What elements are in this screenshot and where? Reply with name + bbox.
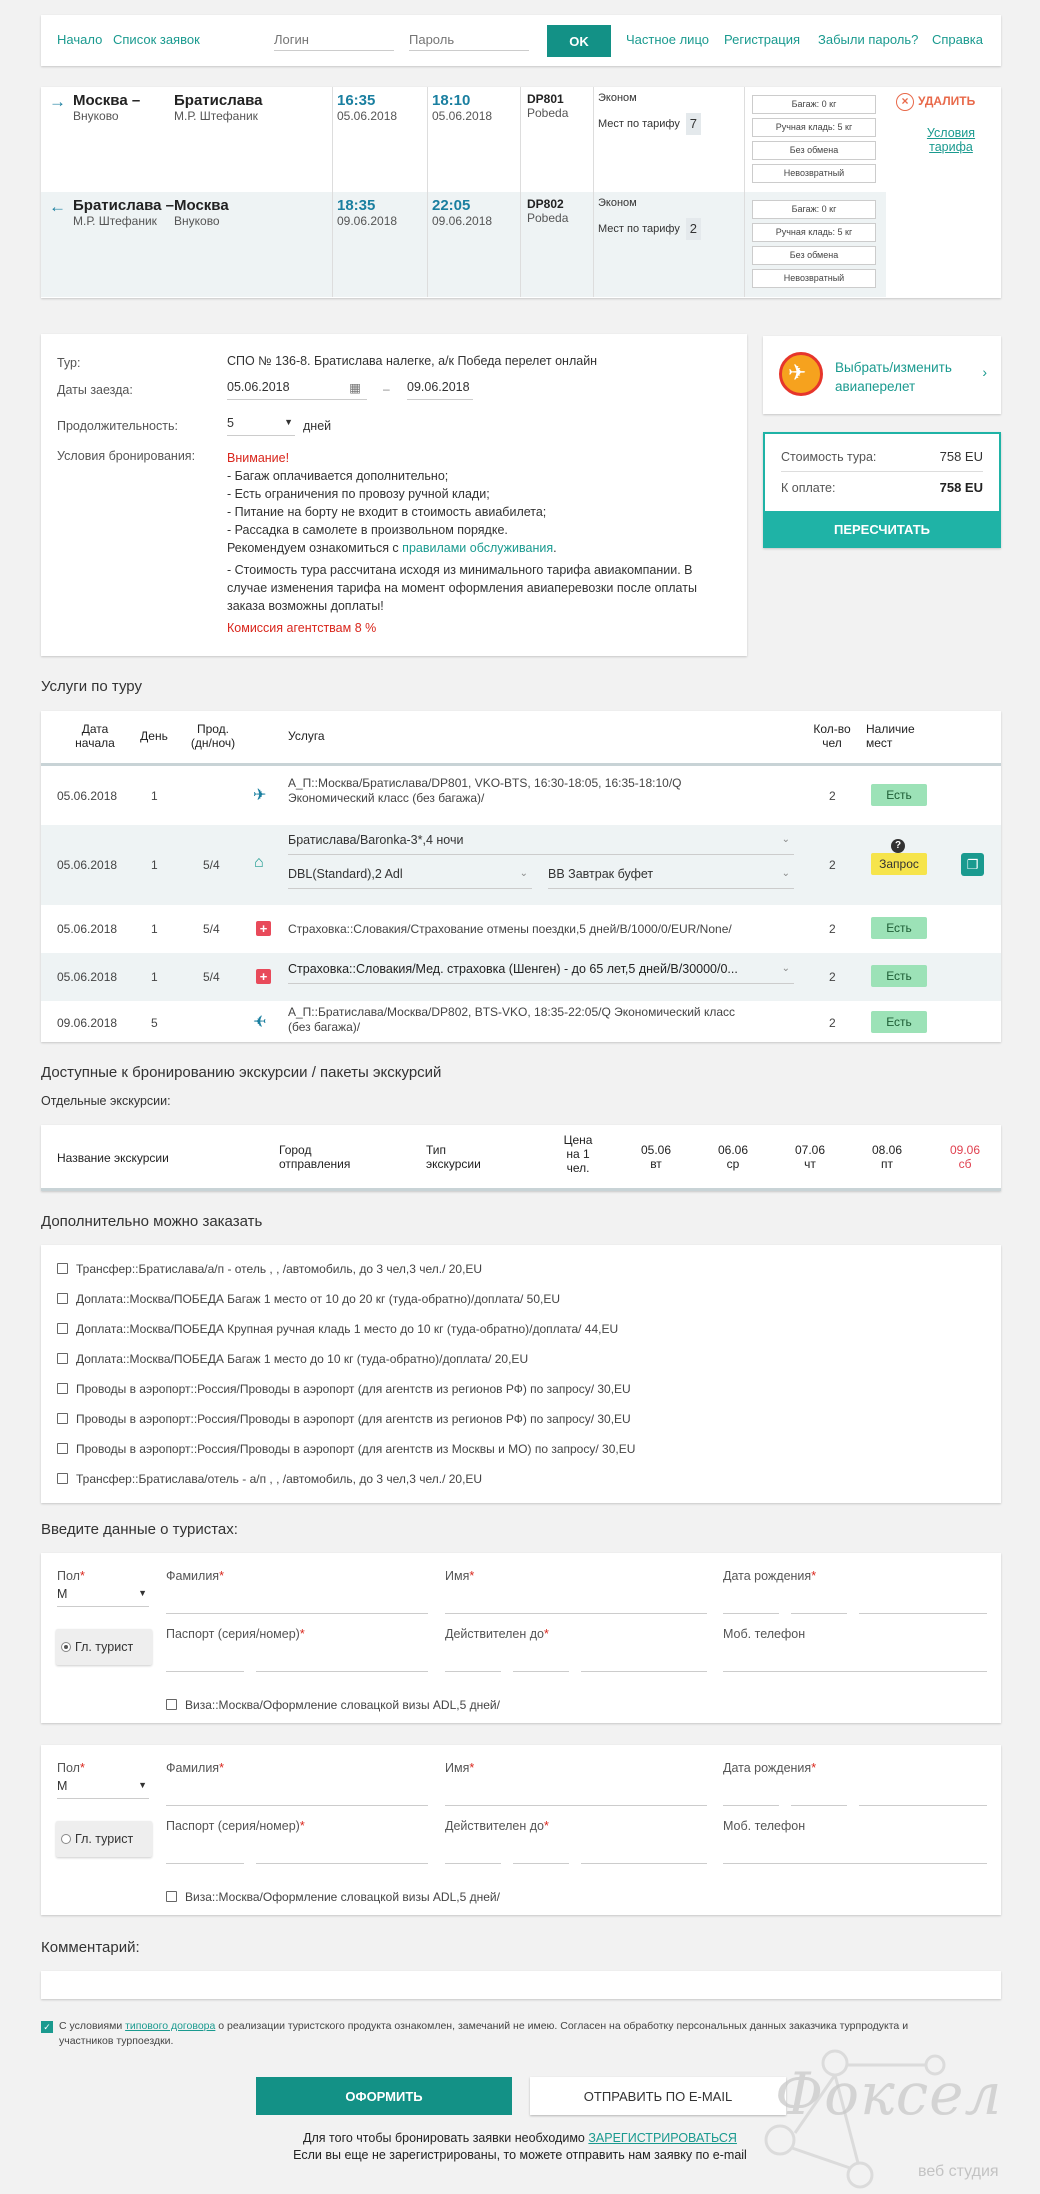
duration-unit: дней [303, 419, 332, 433]
tour-info-panel: Тур: СПО № 136-8. Братислава налегке, а/к Победа перелет онлайн Даты заезда: 05.06.2018 ▦ – 09.06.2018 Продолжительность: 5 ▼ дней Условия бронирования: Внимание! - Багаж оплачивается дополнительно; - Есть ограничения по провозу ручной клади; - Питание на борту не входит в стоимость авиабилета; - Рассадка в самолете в произвольном порядке. Рекомендуем ознакомиться с правилами обслуживания. - Стоимость тура рассчитана исходя из минимального тарифа авиакомпании. В случае изменения тарифа на момент оформления авиаперевозки после оплаты заказа возможны доплаты! Комиссия агентствам 8 % [41, 334, 747, 656]
comment-title: Комментарий: [41, 1939, 140, 1956]
to-city: Москва [174, 197, 229, 214]
register-note: Для того чтобы бронировать заявки необходимо ЗАРЕГИСТРИРОВАТЬСЯ [303, 2131, 737, 2145]
valid-year-input[interactable] [581, 1863, 707, 1864]
fare-class: Эконом [598, 197, 637, 209]
passport-series-input[interactable] [166, 1863, 244, 1864]
contract-link[interactable]: типового договора [125, 2020, 216, 2032]
name-input[interactable] [445, 1805, 707, 1806]
checkbox [57, 1353, 68, 1364]
checkbox [57, 1323, 68, 1334]
excursion-day-col-weekend: 09.06 сб [949, 1143, 981, 1171]
caret-down-icon: ▼ [138, 1588, 147, 1598]
availability-badge: Есть [871, 1011, 927, 1033]
table-row: 05.06.2018 1 ✈ А_П::Москва/Братислава/DP801, VKO-BTS, 16:30-18:05, 16:35-18:10/Q Экономический класс (без багажа)/ 2 Есть [41, 766, 1001, 825]
seats-label: Мест по тарифу [598, 117, 680, 130]
comment-textarea[interactable] [41, 1971, 1001, 1999]
change-flight-button[interactable] [763, 336, 1001, 414]
visa-checkbox[interactable]: Виза::Москва/Оформление словацкой визы ADL,5 дней/ [166, 1698, 500, 1712]
password-input[interactable] [409, 29, 529, 51]
tour-cost-value: 758 EU [939, 449, 983, 464]
tag-baggage: Багаж: 0 кг [752, 95, 876, 114]
login-ok-button[interactable]: OK [547, 25, 611, 57]
service-rules-link[interactable]: правилами обслуживания [402, 541, 554, 555]
checkbox [57, 1443, 68, 1454]
surname-input[interactable] [166, 1613, 428, 1614]
tag-non-refundable: Невозвратный [752, 269, 876, 288]
additional-option[interactable]: Проводы в аэропорт::Россия/Проводы в аэропорт (для агентств из регионов РФ) по запросу/ 30,EU [57, 1382, 631, 1396]
tourist-card-2: Пол* M ▼ Фамилия* Имя* Дата рождения* Гл. турист Паспорт (серия/номер)* Действителен до* Моб. телефон Виза::Москва/Оформление словацкой визы ADL,5 дней/ [41, 1745, 1001, 1915]
change-flight-line2: авиаперелет [835, 379, 916, 394]
arrival-time: 18:10 [432, 92, 471, 109]
private-person-link[interactable]: Частное лицо [626, 32, 709, 47]
birth-month-input[interactable] [791, 1805, 847, 1806]
airline-name: Pobeda [527, 211, 569, 225]
visa-checkbox[interactable]: Виза::Москва/Оформление словацкой визы ADL,5 дней/ [166, 1890, 500, 1904]
birth-year-input[interactable] [859, 1805, 987, 1806]
tour-label: Тур: [57, 356, 81, 370]
radio-icon [61, 1834, 71, 1844]
passport-number-input[interactable] [256, 1863, 428, 1864]
departure-date: 09.06.2018 [337, 214, 398, 228]
register-link[interactable]: Регистрация [724, 32, 800, 47]
seats-count: 7 [686, 113, 701, 135]
fare-class: Эконом [598, 92, 637, 104]
from-airport: М.Р. Штефаник [73, 214, 157, 228]
insurance-icon: + [256, 969, 271, 984]
calendar-icon[interactable]: ▦ [349, 381, 361, 395]
tag-baggage: Багаж: 0 кг [752, 200, 876, 219]
main-tourist-radio[interactable]: Гл. турист [56, 1629, 152, 1665]
checkbox [166, 1891, 177, 1902]
excursion-day-col: 08.06 пт [871, 1143, 903, 1171]
airplane-icon: ✈ [253, 1014, 267, 1031]
tag-hand-luggage: Ручная кладь: 5 кг [752, 118, 876, 137]
table-row: 09.06.2018 5 ✈ А_П::Братислава/Москва/DP802, BTS-VKO, 18:35-22:05/Q Экономический класс (без багажа)/ 2 Есть [41, 1001, 1001, 1042]
tour-name-link[interactable]: СПО № 136-8. Братислава налегке, а/к Победа перелет онлайн [227, 354, 598, 368]
insurance-select[interactable]: Страховка::Словакия/Мед. страховка (Шенген) - до 65 лет,5 дней/В/30000/0... ⌄ [288, 962, 794, 984]
availability-badge: Есть [871, 965, 927, 987]
checkbox [57, 1293, 68, 1304]
arrow-left-icon: ← [49, 197, 66, 216]
valid-month-input[interactable] [513, 1671, 569, 1672]
tourists-title: Введите данные о туристах: [41, 1521, 238, 1538]
close-icon: × [896, 93, 914, 111]
dates-label: Даты заезда: [57, 383, 133, 397]
chevron-down-icon: ⌄ [519, 868, 528, 879]
table-row: 05.06.2018 1 5/4 ⌂ Братислава/Baronka-3*,4 ночи ⌄ DBL(Standard),2 Adl ⌄ BB Завтрак буфет ⌄ 2 ? Запрос ❐ [41, 825, 1001, 905]
departure-time: 16:35 [337, 92, 376, 109]
from-airport: Внуково [73, 109, 119, 123]
airline-name: Pobeda [527, 106, 569, 120]
tag-hand-luggage: Ручная кладь: 5 кг [752, 223, 876, 242]
additional-title: Дополнительно можно заказать [41, 1213, 263, 1230]
duration-label: Продолжительность: [57, 419, 178, 433]
additional-option[interactable]: Проводы в аэропорт::Россия/Проводы в аэропорт (для агентств из регионов РФ) по запросу/ 30,EU [57, 1412, 631, 1426]
main-tourist-radio[interactable]: Гл. турист [56, 1821, 152, 1857]
hotel-select[interactable]: Братислава/Baronka-3*,4 ночи ⌄ [288, 833, 794, 855]
flights-panel [41, 87, 1001, 298]
help-link[interactable]: Справка [932, 32, 983, 47]
excursions-table: Название экскурсии Город отправления Тип экскурсии Цена на 1 чел. 05.06 вт 06.06 ср 07.06 чт 08.06 пт 09.06 сб [41, 1125, 1001, 1191]
login-input[interactable] [274, 29, 394, 51]
tag-non-refundable: Невозвратный [752, 164, 876, 183]
passport-series-input[interactable] [166, 1671, 244, 1672]
chevron-down-icon: ⌄ [781, 963, 790, 974]
availability-badge: Запрос [871, 853, 927, 875]
excursion-day-col: 05.06 вт [640, 1143, 672, 1171]
room-select[interactable]: DBL(Standard),2 Adl ⌄ [288, 867, 532, 889]
to-pay-label: К оплате: [781, 481, 836, 495]
phone-input[interactable] [723, 1671, 987, 1672]
phone-input[interactable] [723, 1863, 987, 1864]
additional-option[interactable]: Трансфер::Братислава/а/п - отель , , /автомобиль, до 3 чел,3 чел./ 20,EU [57, 1262, 482, 1276]
name-input[interactable] [445, 1613, 707, 1614]
forgot-password-link[interactable]: Забыли пароль? [818, 32, 919, 47]
checkbox [57, 1473, 68, 1484]
delete-flight-button[interactable]: × УДАЛИТЬ [896, 93, 975, 111]
top-bar [41, 15, 1001, 66]
agreement-checkbox[interactable]: ✓ [41, 2021, 53, 2033]
birth-day-input[interactable] [723, 1805, 779, 1806]
duration-select[interactable]: 5 ▼ [227, 416, 295, 436]
sex-select[interactable]: M ▼ [57, 1779, 149, 1799]
seats-label: Мест по тарифу [598, 222, 680, 235]
services-table: Дата начала День Прод. (дн/ноч) Услуга Кол-во чел Наличие мест 05.06.2018 1 ✈ А_П::Москва/Братислава/DP801, VKO-BTS, 16:30-18:05, 16:35-18:10/Q Экономический класс (без багажа)/ 2 Есть 05.06.2018 1 5/4 ⌂ Братислава/Baronka-3*,4 ночи ⌄ DBL(Standard),2 Adl ⌄ BB Завтрак буфет ⌄ 2 ? Запрос ❐ 05.06.2018 1 5/4 + Страховка::Словакия/Страхование отмены поездки,5 дней/В/1000/0/EUR/None/ 2 Есть 05.06.2018 1 5/4 + Страховка::Словакия/Мед. страховка (Шенген) - до 65 лет,5 дней/В/30000/0... ⌄ 2 Есть 09.06.2018 5 ✈ А_П::Братислава/Москва/DP802, BTS-VKO, 18:35-22:05/Q Экономический класс (без багажа)/ 2 Есть [41, 711, 1001, 1042]
to-airport: Внуково [174, 214, 220, 228]
to-pay-value: 758 EU [939, 480, 983, 495]
fare-terms-link[interactable]: Условия тарифа [926, 126, 976, 154]
checkbox [57, 1263, 68, 1274]
chevron-down-icon: ⌄ [781, 834, 790, 845]
price-panel [763, 432, 1001, 548]
date-to-input[interactable]: 09.06.2018 [407, 380, 473, 400]
valid-year-input[interactable] [581, 1671, 707, 1672]
checkbox [57, 1413, 68, 1424]
tag-no-exchange: Без обмена [752, 141, 876, 160]
excursions-subtitle: Отдельные экскурсии: [41, 1094, 171, 1108]
arrival-time: 22:05 [432, 197, 471, 214]
chevron-down-icon: ⌄ [781, 868, 790, 879]
passport-number-input[interactable] [256, 1671, 428, 1672]
birth-day-input[interactable] [723, 1613, 779, 1614]
caret-down-icon: ▼ [138, 1780, 147, 1790]
submit-button[interactable]: ОФОРМИТЬ [256, 2077, 512, 2115]
checkbox [57, 1383, 68, 1394]
conditions-block: Внимание! - Багаж оплачивается дополнительно; - Есть ограничения по провозу ручной клади; - Питание на борту не входит в стоимость авиабилета; - Рассадка в самолете в произвольном порядке. Рекомендуем ознакомиться с правилами обслуживания. - Стоимость тура рассчитана исходя из минимального тарифа авиакомпании. В случае изменения тарифа на момент оформления авиаперевозки после оплаты заказа возможны доплаты! Комиссия агентствам 8 % [227, 449, 737, 637]
date-from-input[interactable]: 05.06.2018 ▦ [227, 380, 367, 400]
valid-day-input[interactable] [445, 1671, 501, 1672]
departure-time: 18:35 [337, 197, 376, 214]
additional-option[interactable]: Доплата::Москва/ПОБЕДА Крупная ручная кладь 1 место до 10 кг (туда-обратно)/доплата/ 44,EU [57, 1322, 618, 1336]
arrow-right-icon: → [49, 92, 66, 111]
arrival-date: 05.06.2018 [432, 109, 493, 123]
flight-row-outbound [41, 87, 886, 192]
birth-year-input[interactable] [859, 1613, 987, 1614]
to-city: Братислава [174, 92, 263, 109]
flight-number: DP801 [527, 92, 564, 106]
availability-badge: Есть [871, 784, 927, 806]
sex-select[interactable]: M ▼ [57, 1587, 149, 1607]
flight-number: DP802 [527, 197, 564, 211]
nav-home-link[interactable]: Начало [57, 32, 103, 47]
tour-cost-label: Стоимость тура: [781, 450, 877, 464]
register-now-link[interactable]: ЗАРЕГИСТРИРОВАТЬСЯ [588, 2131, 737, 2145]
additional-option[interactable]: Доплата::Москва/ПОБЕДА Багаж 1 место от 10 до 20 кг (туда-обратно)/доплата/ 50,EU [57, 1292, 560, 1306]
conditions-label: Условия бронирования: [57, 449, 196, 463]
watermark-brand: Фоксел [775, 2060, 1003, 2128]
excursion-day-col: 07.06 чт [794, 1143, 826, 1171]
table-row: 05.06.2018 1 5/4 + Страховка::Словакия/Страхование отмены поездки,5 дней/В/1000/0/EUR/None/ 2 Есть [41, 905, 1001, 953]
availability-badge: Есть [871, 917, 927, 939]
from-city: Братислава – [73, 197, 174, 214]
question-icon[interactable]: ? [891, 839, 905, 853]
commission-text: Комиссия агентствам 8 % [227, 621, 377, 635]
services-title: Услуги по туру [41, 678, 142, 695]
hotel-icon: ⌂ [254, 854, 264, 871]
flight-row-return [41, 192, 886, 297]
watermark-tagline: веб студия [918, 2163, 999, 2180]
surname-input[interactable] [166, 1805, 428, 1806]
airplane-icon: ✈ [253, 787, 267, 804]
table-row: 05.06.2018 1 5/4 + Страховка::Словакия/Мед. страховка (Шенген) - до 65 лет,5 дней/В/30000/0... ⌄ 2 Есть [41, 953, 1001, 1001]
copy-icon[interactable]: ❐ [961, 853, 984, 876]
register-note-line2: Если вы еще не зарегистрированы, то можете отправить нам заявку по e-mail [293, 2148, 747, 2162]
departure-date: 05.06.2018 [337, 109, 398, 123]
valid-month-input[interactable] [513, 1863, 569, 1864]
excursion-day-col: 06.06 ср [717, 1143, 749, 1171]
chevron-right-icon: › [982, 364, 987, 380]
excursions-title: Доступные к бронированию экскурсии / пакеты экскурсий [41, 1064, 442, 1081]
agreement-block: ✓ С условиями типового договора о реализации туристского продукта ознакомлен, замечаний не имею. Согласен на обработку персональных данных заказчика турпродукта и участников турпоездки. [41, 2019, 1001, 2049]
nav-requests-link[interactable]: Список заявок [113, 32, 200, 47]
additional-services [41, 1245, 1001, 1503]
additional-option[interactable]: Трансфер::Братислава/отель - а/п , , /автомобиль, до 3 чел,3 чел./ 20,EU [57, 1472, 482, 1486]
valid-day-input[interactable] [445, 1863, 501, 1864]
caret-down-icon: ▼ [284, 417, 293, 427]
change-flight-line1: Выбрать/изменить [835, 360, 952, 375]
insurance-icon: + [256, 921, 271, 936]
arrival-date: 09.06.2018 [432, 214, 493, 228]
checkbox [166, 1699, 177, 1710]
from-city: Москва – [73, 92, 141, 109]
additional-option[interactable]: Проводы в аэропорт::Россия/Проводы в аэропорт (для агентств из Москвы и МО) по запросу/ 30,EU [57, 1442, 635, 1456]
airplane-logo-icon: ✈ [779, 352, 823, 396]
birth-month-input[interactable] [791, 1613, 847, 1614]
recalculate-button[interactable]: ПЕРЕСЧИТАТЬ [763, 511, 1001, 548]
send-email-button[interactable]: ОТПРАВИТЬ ПО E-MAIL [530, 2077, 786, 2115]
attention-text: Внимание! [227, 451, 290, 465]
meal-select[interactable]: BB Завтрак буфет ⌄ [548, 867, 794, 889]
tourist-card-1: Пол* M ▼ Фамилия* Имя* Дата рождения* Гл. турист Паспорт (серия/номер)* Действителен до* Моб. телефон Виза::Москва/Оформление словацкой визы ADL,5 дней/ [41, 1553, 1001, 1723]
radio-icon [61, 1642, 71, 1652]
to-airport: М.Р. Штефаник [174, 109, 258, 123]
tag-no-exchange: Без обмена [752, 246, 876, 265]
seats-count: 2 [686, 218, 701, 240]
additional-option[interactable]: Доплата::Москва/ПОБЕДА Багаж 1 место до 10 кг (туда-обратно)/доплата/ 20,EU [57, 1352, 528, 1366]
